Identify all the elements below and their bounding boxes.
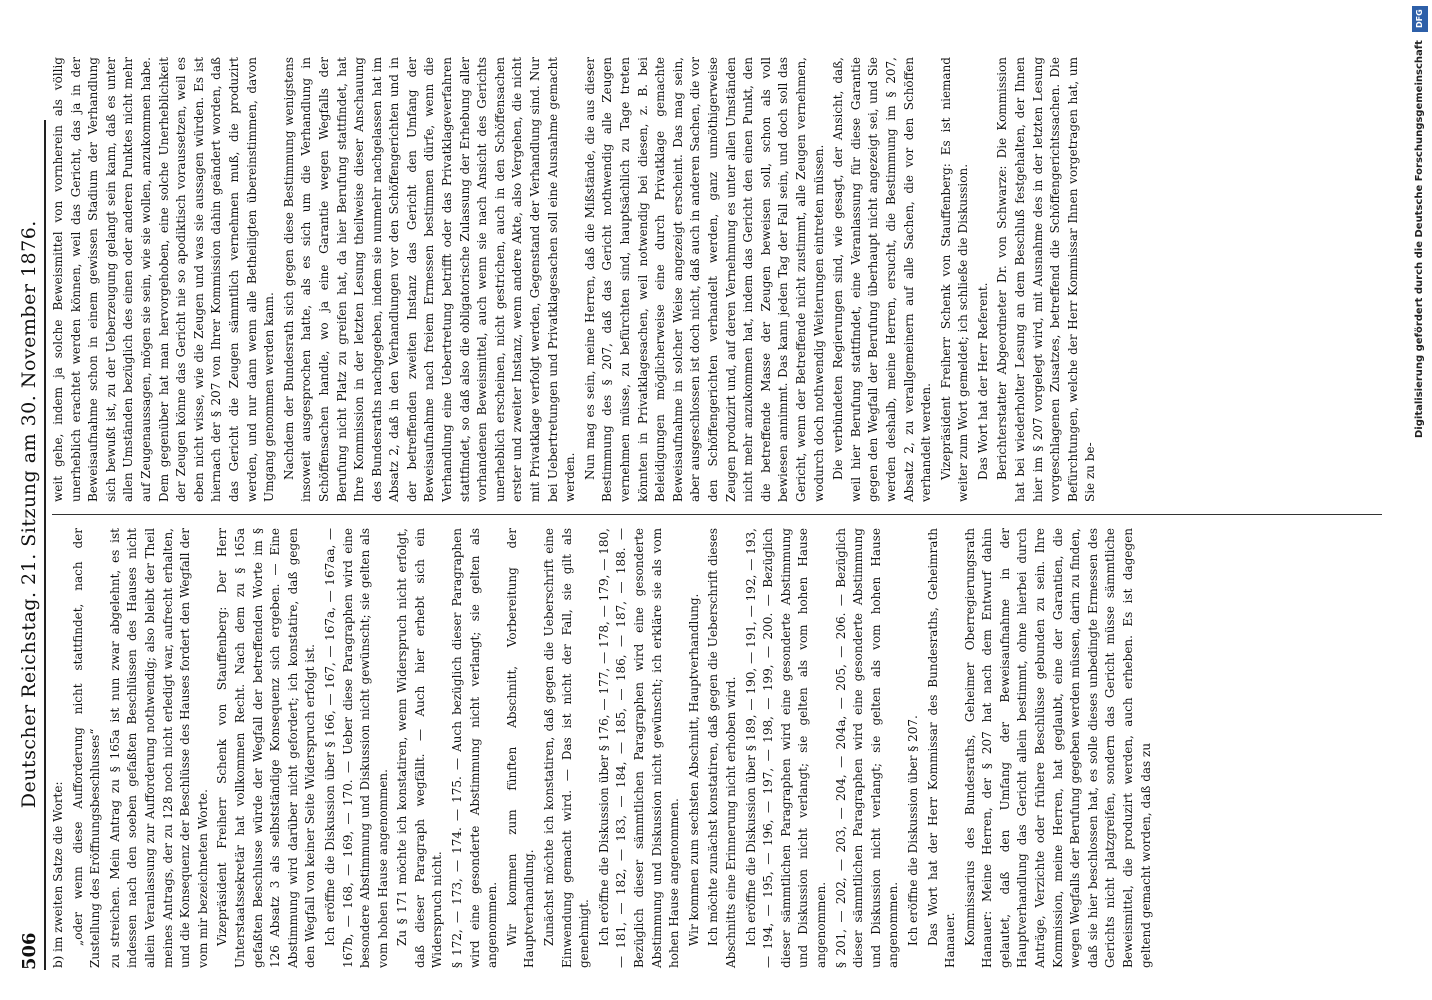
digitization-credit [1408, 0, 1432, 1000]
paragraph: b) im zweiten Satze die Worte: [51, 781, 65, 968]
credit-text: Digitalisierung gefördert durch die Deutsche Forschungsgemeinschaft [1414, 40, 1425, 438]
paragraph: Ich eröffne die Diskussion über § 166, — 167, — 167a, — 167aa, — 167b, — 168, — 169, — 170. — Ueber diese Paragraphen wird eine besondere Abstimmung und Diskussion nicht gewünscht; sie gelten als vom hohen Hause angenommen. [322, 528, 390, 968]
paragraph: weit gehe, indem ja solche Beweismittel von vornherein als völlig unerheblich erachtet werden können, weil das Gericht, das ja in der Beweisaufnahme schon in einem gewissen Stadium der Verhandlung sich bewußt ist, zu der Ueberzeugung gelangt sein kann, daß es unter allen Umständen bezüglich des einen oder anderen Punktes nicht mehr auf Zeugenaussagen, mögen sie sein, wie sie wollen, anzukommen habe. Dem gegenüber hat man hervorgehoben, eine solche Unerheblichkeit der Zeugen könne das Gericht nie so apodiktisch voraussetzen, weil es eben nicht wisse, wie die Zeugen und was sie aussagen würden. Es ist hiernach der § 207 von Ihrer Kommission dahin geändert worden, daß das Gericht die Zeugen sämmtlich vernehmen muß, die produzirt werden, und nur dann wenn alle Betheiligten übereinstimmen, davon Umgang genommen werden kann. [51, 57, 277, 502]
paragraph: Ich eröffne die Diskussion über § 189, — 190, — 191, — 192, — 193, — 194, — 195, — 196, — 197, — 198, — 199, — 200. — Bezüglich dieser sämmtlichen Paragraphen wird eine gesonderte Abstimmung und Diskussion nicht verlangt; sie gelten als vom hohen Hause angenommen. [743, 528, 828, 968]
column-divider [52, 514, 1382, 515]
paragraph: § 172, — 173, — 174. — 175. — Auch bezüglich dieser Paragraphen wird eine gesonderte Abstimmung nicht verlangt; sie gelten als angenommen. [450, 528, 500, 968]
paragraph: Das Wort hat der Herr Kommissar des Bundesraths, Geheimrath Hanauer. [925, 528, 958, 968]
paragraph: Wir kommen zum sechsten Abschnitt, Hauptverhandlung. [686, 593, 701, 946]
paragraph: Vizepräsident Freiherr Schenk von Stauffenberg: Der Herr Unterstaatssekretär hat vollkommen Recht. Nach dem zu § 165a gefaßten Beschlusse würde der Wegfall der betreffenden Worte im § 126 Absatz 3 als selbstständige Konsequenz sich ergeben. — Eine Abstimmung wird darüber nicht gefordert; ich konstatire, daß gegen den Wegfall von keiner Seite Widerspruch erfolgt ist. [215, 528, 318, 968]
paragraph: Die verbündeten Regierungen sind, wie gesagt, der Ansicht, daß, weil hier Berufung stattfindet, eine Veranlassung für diese Garantie gegen den Wegfall der Berufung überhaupt nicht angezeigt sei, und Sie werden deshalb, meine Herren, ersucht, die Bestimmung im § 207, Absatz 2, zu verallgemeinern auf alle Sachen, die vor den Schöffen verhandelt werden. [831, 57, 934, 502]
paragraph: Ich eröffne die Diskussion über § 207. [905, 715, 920, 946]
page-header [14, 120, 46, 970]
left-column [50, 528, 1157, 968]
right-column [50, 57, 1102, 502]
paragraph: Vizepräsident Freiherr Schenk von Stauffenberg: Es ist niemand weiter zum Wort gemeldet; ich schließe die Diskussion. [938, 57, 971, 502]
paragraph: § 201, — 202, — 203, — 204, — 204a, — 205, — 206. — Bezüglich dieser sämmtlichen Paragraphen wird eine gesonderte Abstimmung und Diskussion nicht verlangt; sie gelten als vom hohen Hause angenommen. [833, 528, 901, 968]
paragraph: Nun mag es sein, meine Herren, daß die Mißstände, die aus dieser Bestimmung des § 207, daß das Gericht nothwendig alle Zeugen vernehmen müsse, zu befürchten sind, hauptsächlich zu Tage treten könnten in Privatklagesachen, weil notwendig bei diesen, z. B. bei Beleidigungen möglicherweise eine durch Privatklage gemachte Beweisaufnahme in solcher Weise angezeigt erscheint. Das mag sein, aber ausgeschlossen ist doch nicht, daß auch in anderen Sachen, die vor den Schöffengerichten verhandelt werden, ganz unnöthigerweise Zeugen produzirt und, auf deren Vernehmung es unter allen Umständen nicht mehr anzukommen hat, indem das Gericht den einen Punkt, den die betreffende Masse der Zeugen beweisen soll, schon als voll bewiesen annimmt. Das kann jeden Tag der Fall sein, und doch soll das Gericht, wenn der Betreffende nicht zustimmt, alle Zeugen vernehmen, wodurch doch nothwendig Weiterungen eintreten müssen. [582, 57, 826, 502]
running-title: Deutscher Reichstag. 21. Sitzung am 30. November 1876. [18, 220, 40, 809]
paragraph: Kommissarius des Bundesraths, Geheimer Oberregierungsrath Hanauer: Meine Herren, der § 207 hat nach dem Entwurf dahin gelautet, daß den Umfang der Beweisaufnahme in der Hauptverhandlung das Gericht allein bestimmt, ohne hierbei durch Anträge, Verzichte oder frühere Beschlüsse gebunden zu sein. Ihre Kommission, meine Herren, hat geglaubt, eine der Garantien, die wegen Wegfalls der Berufung gegeben werden müssen, darin zu finden, daß sie hier beschlossen hat, es solle dieses unbedingte Ermessen des Gerichts nicht platzgreifen, sondern das Gericht müsse sämmtliche Beweismittel, die produzirt werden, auch erheben. Es ist dagegen geltend gemacht worden, daß das zu [962, 528, 1153, 968]
paragraph: Berichterstatter Abgeordneter Dr. von Schwarze: Die Kommission hat bei wiederholter Lesung an dem Beschluß festgehalten, der Ihnen hier im § 207 vorgelegt wird, mit Ausnahme des in der letzten Lesung vorgeschlagenen Zusatzes, betreffend die Schöffengerichtssachen. Die Befürchtungen, welche der Herr Kommissar Ihnen vorgetragen hat, um Sie zu be- [995, 57, 1098, 502]
paragraph: Zunächst möchte ich konstatiren, daß gegen die Ueberschrift eine Einwendung gemacht wird. — Das ist nicht der Fall, sie gilt als genehmigt. [542, 528, 592, 968]
paragraph: Wir kommen zum fünften Abschnitt, Vorbereitung der Hauptverhandlung. [504, 528, 537, 968]
paragraph: zu streichen. Mein Antrag zu § 165a ist nun zwar abgelehnt, es ist indessen nach den soeben gefaßten Beschlüssen des Hauses nicht allein Veranlassung zur Aufforderung nothwendig; also bleibt der Theil meines Antrags, der zu 128 noch nicht erledigt war, aufrecht erhalten, und die Konsequenz der Beschlüsse des Hauses fordert den Wegfall der vom mir bezeichneten Worte. [107, 528, 210, 968]
paragraph: Zu § 171 möchte ich konstatiren, wenn Widerspruch nicht erfolgt, daß dieser Paragraph wegfällt. — Auch hier erhebt sich ein Widerspruch nicht. [395, 528, 445, 968]
paragraph: „oder wenn diese Aufforderung nicht stattfindet, nach der Zustellung des Eröffnungsbeschlusses“ [70, 528, 103, 968]
paragraph: Ich möchte zunächst konstatiren, daß gegen die Ueberschrift dieses Abschnitts eine Erinnerung nicht erhoben wird. [706, 528, 738, 968]
paragraph: Das Wort hat der Herr Referent. [975, 282, 990, 480]
page-number: 506 [18, 932, 40, 970]
paragraph: Ich eröffne die Diskussion über § 176, — 177, — 178, — 179, — 180, — 181, — 182, — 183, — 184, — 185, — 186, — 187, — 188. — Bezüglich dieser sämmtlichen Paragraphen wird eine gesonderte Abstimmung und Diskussion nicht gewünscht; ich erkläre sie als vom hohen Hause angenommen. [596, 528, 682, 968]
dfg-logo: DFG [1412, 6, 1428, 32]
paragraph: Nachdem der Bundesrath sich gegen diese Bestimmung wenigstens insoweit ausgesprochen hatte, als es sich um die Verhandlung in Schöffensachen handle, wo ja eine Garantie wegen Wegfalls der Berufung nicht Platz zu greifen hat, da hier Berufung stattfindet, hat Ihre Kommission in der letzten Lesung theilweise dieser Anschauung des Bundesraths nachgegeben, indem sie nunmehr nachgelassen hat im Absatz 2, daß in den Verhandlungen vor den Schöffengerichten und in der betreffenden zweiten Instanz das Gericht den Umfang der Beweisaufnahme nach freiem Ermessen bestimmen dürfe, wenn die Verhandlung eine Uebertretung betrifft oder das Privatklageverfahren stattfindet, so daß also die obligatorische Zulassung der Erhebung aller vorhandenen Beweismittel, auch wenn sie nach Ansicht des Gerichts unerheblich erscheinen, nicht gestrichen, auch in den Schöffensachen erster und zweiter Instanz, wenn andere Akte, also Vergehen, die nicht mit Privatklage verfolgt werden, Gegenstand der Verhandlung sind. Nur bei Uebertretungen und Privatklagesachen soll eine Ausnahme gemacht werden. [281, 57, 578, 502]
